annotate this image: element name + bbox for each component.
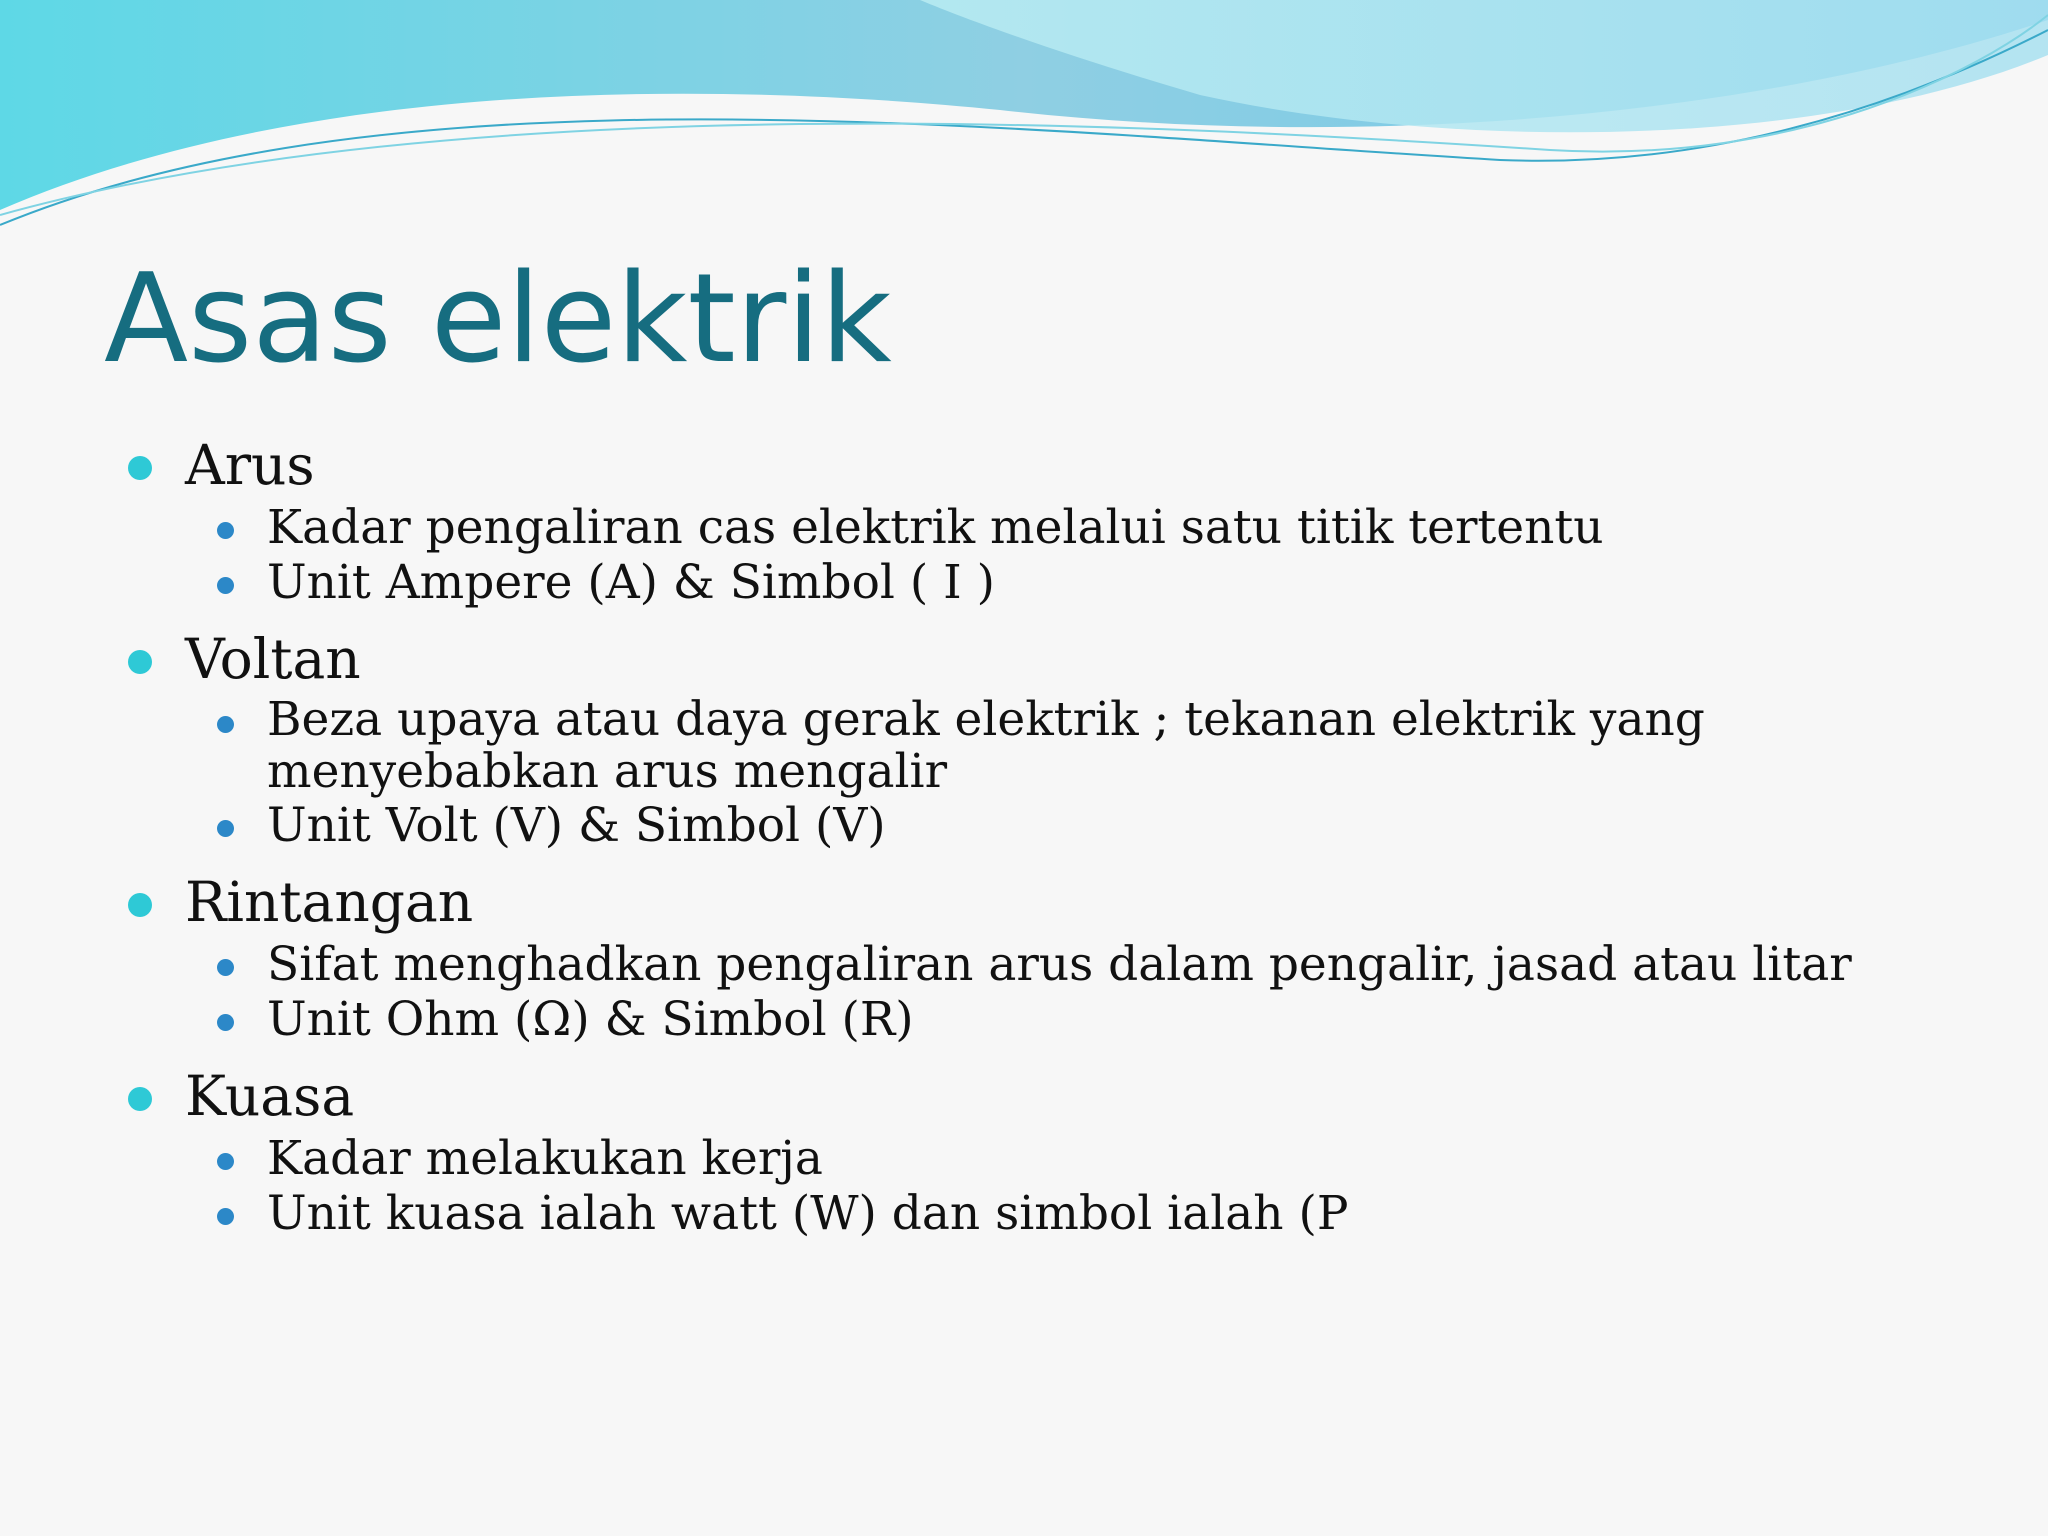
header-wave-decoration — [0, 0, 2048, 240]
subbullet — [0, 937, 2048, 992]
subbullet — [0, 798, 2048, 853]
slide-title: Asas elektrik — [104, 248, 892, 391]
subbullet — [0, 1131, 2048, 1186]
subbullet-text: Unit Volt (V) & Simbol (V) — [267, 798, 886, 853]
subbullet — [0, 694, 2048, 798]
subbullet-text: Unit Ampere (A) & Simbol ( I ) — [267, 555, 995, 610]
bullet-list — [0, 430, 2048, 1241]
subbullet-text-line1: Beza upaya atau daya gerak elektrik ; tekanan elektrik yang — [267, 692, 1705, 747]
subbullet — [0, 555, 2048, 610]
subbullet-text: Unit Ohm (Ω) & Simbol (R) — [267, 992, 914, 1047]
bullet-rintangan — [0, 867, 2048, 937]
bullet-dot-icon — [128, 456, 152, 480]
bullet-dot-icon — [128, 893, 152, 917]
subbullet — [0, 1186, 2048, 1241]
subbullet-text-line2: menyebabkan arus mengalir — [267, 744, 948, 799]
subbullet-text: Unit kuasa ialah watt (W) dan simbol ialah (P — [267, 1186, 1349, 1241]
bullet-heading: Arus — [185, 433, 315, 497]
subbullet-text: Kadar pengaliran cas elektrik melalui satu titik tertentu — [267, 500, 1604, 555]
subbullet-text: Kadar melakukan kerja — [267, 1131, 823, 1186]
bullet-dot-icon — [128, 650, 152, 674]
bullet-heading: Kuasa — [185, 1064, 355, 1128]
bullet-dot-icon — [128, 1087, 152, 1111]
bullet-dot-icon — [217, 522, 234, 539]
bullet-kuasa — [0, 1061, 2048, 1131]
bullet-dot-icon — [217, 820, 234, 837]
subbullet — [0, 992, 2048, 1047]
bullet-heading: Voltan — [185, 627, 361, 691]
bullet-dot-icon — [217, 959, 234, 976]
bullet-heading: Rintangan — [185, 870, 474, 934]
subbullet — [0, 500, 2048, 555]
bullet-arus — [0, 430, 2048, 500]
bullet-dot-icon — [217, 1153, 234, 1170]
bullet-dot-icon — [217, 577, 234, 594]
bullet-dot-icon — [217, 716, 234, 733]
bullet-dot-icon — [217, 1014, 234, 1031]
bullet-dot-icon — [217, 1208, 234, 1225]
subbullet-text: Sifat menghadkan pengaliran arus dalam pengalir, jasad atau litar — [267, 937, 1852, 992]
bullet-voltan — [0, 624, 2048, 694]
